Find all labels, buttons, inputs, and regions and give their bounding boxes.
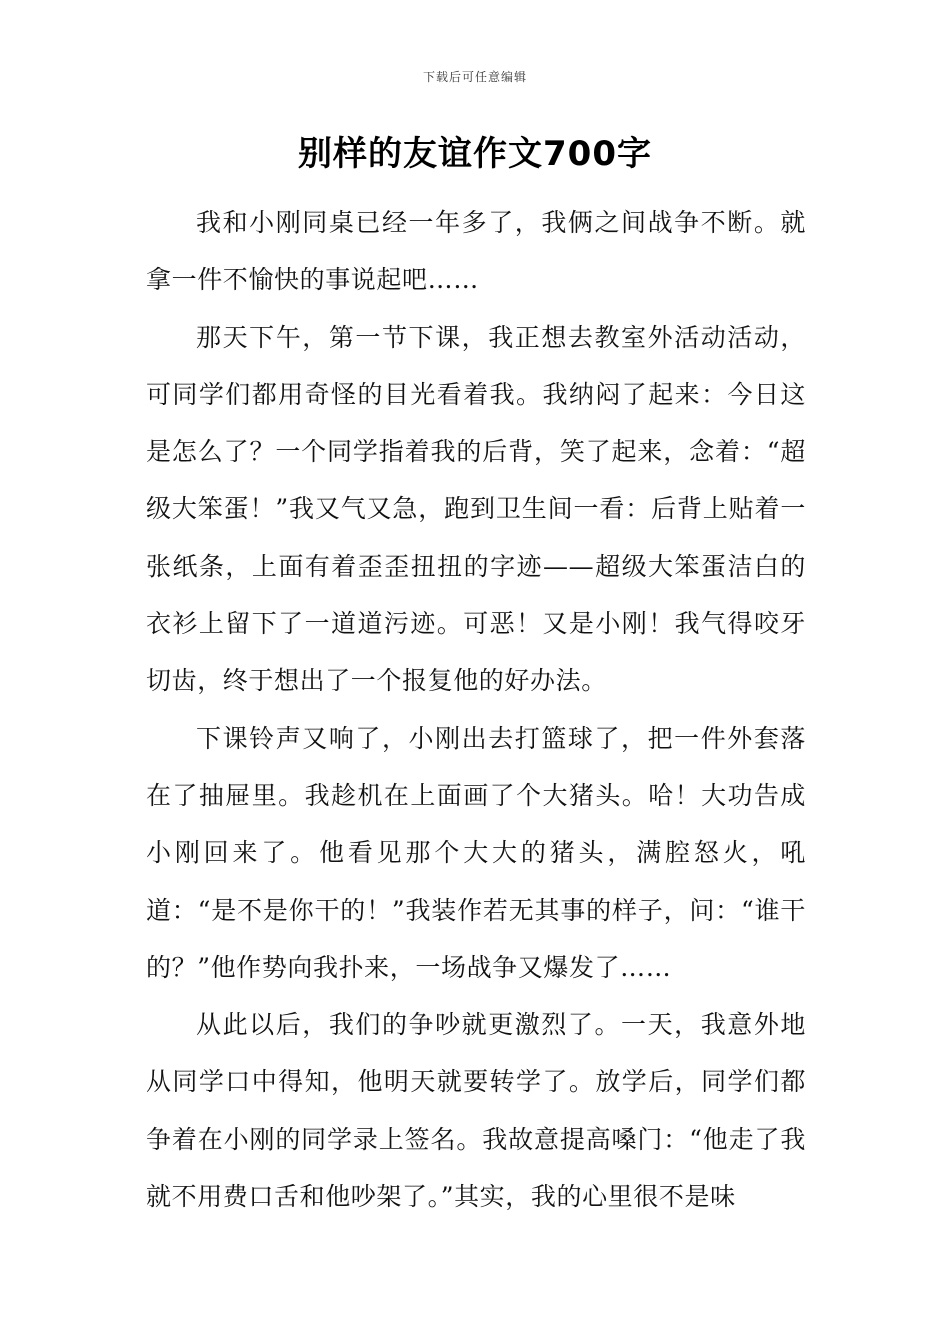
paragraph-3: 下课铃声又响了，小刚出去打篮球了，把一件外套落在了抽屉里。我趁机在上面画了个大猪头。哈！大功告成小刚回来了。他看见那个大大的猪头，满腔怒火，吼道：“是不是你干的！”我装作若无其事的样子，问：“谁干的？”他作势向我扑来，一场战争又爆发了…… — [146, 723, 806, 982]
header-note: 下载后可任意编辑 — [422, 70, 527, 84]
paragraph-2: 那天下午，第一节下课，我正想去教室外活动活动，可同学们都用奇怪的目光看着我。我纳闷了起来：今日这是怎么了？一个同学指着我的后背，笑了起来，念着：“超级大笨蛋！”我又气又急，跑到卫生间一看：后背上贴着一张纸条，上面有着歪歪扭扭的字迹——超级大笨蛋洁白的衣衫上留下了一道道污迹。可恶！又是小刚！我气得咬牙切齿，终于想出了一个报复他的好办法。 — [146, 322, 806, 696]
document-body — [146, 194, 806, 1225]
paragraph-4: 从此以后，我们的争吵就更激烈了。一天，我意外地从同学口中得知，他明天就要转学了。放学后，同学们都争着在小刚的同学录上签名。我故意提高嗓门：“他走了我就不用费口舌和他吵架了。”其实，我的心里很不是味 — [146, 1010, 806, 1212]
document-title: 别样的友谊作文700字 — [298, 134, 652, 174]
paragraph-1: 我和小刚同桌已经一年多了，我俩之间战争不断。就拿一件不愉快的事说起吧…… — [146, 208, 806, 295]
